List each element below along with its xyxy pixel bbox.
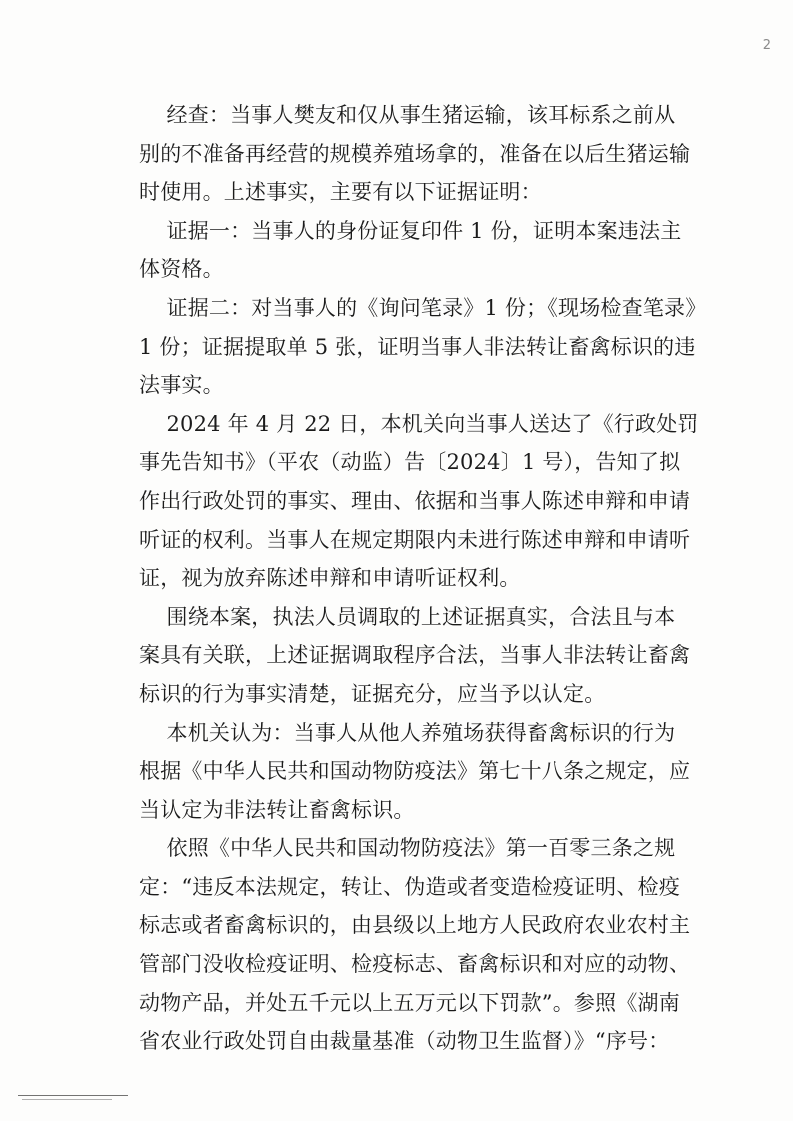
text-line: 事先告知书》（平农（动监）告〔2024〕1 号），告知了拟 — [139, 450, 681, 475]
text-line: 定：“违反本法规定，转让、伪造或者变造检疫证明、检疫 — [139, 874, 680, 899]
page-corner-mark: 2 — [762, 38, 771, 53]
text-line: 本机关认为：当事人从他人养殖场获得畜禽标识的行为 — [139, 720, 676, 745]
text-line: 省农业行政处罚自由裁量基准（动物卫生监督）》“序号： — [139, 1029, 670, 1054]
text-line: 法事实。 — [139, 373, 224, 398]
text-line: 案具有关联，上述证据调取程序合法，当事人非法转让畜禽 — [139, 643, 691, 668]
text-line: 依照《中华人民共和国动物防疫法》第一百零三条之规 — [139, 836, 676, 861]
text-line: 时使用。上述事实，主要有以下证据证明： — [139, 180, 542, 205]
text-line: 动物产品，并处五千元以上五万元以下罚款”。参照《湖南 — [139, 990, 680, 1015]
text-line: 证据一：当事人的身份证复印件 1 份，证明本案违法主 — [139, 218, 682, 243]
text-line: 证据二：对当事人的《询问笔录》1 份；《现场检查笔录》 — [139, 295, 707, 320]
bottom-scan-mark — [18, 1095, 128, 1096]
text-line: 围绕本案，执法人员调取的上述证据真实，合法且与本 — [139, 604, 676, 629]
text-line: 1 份；证据提取单 5 张，证明当事人非法转让畜禽标识的违 — [139, 334, 696, 359]
text-line: 作出行政处罚的事实、理由、依据和当事人陈述申辩和申请 — [139, 488, 691, 513]
text-line: 听证的权利。当事人在规定期限内未进行陈述申辩和申请听 — [139, 527, 691, 552]
document-body — [139, 96, 707, 1061]
text-line: 体资格。 — [139, 257, 224, 282]
text-line: 根据《中华人民共和国动物防疫法》第七十八条之规定，应 — [139, 759, 691, 784]
bottom-scan-mark-2 — [22, 1099, 112, 1100]
text-line: 标识的行为事实清楚，证据充分，应当予以认定。 — [139, 681, 606, 706]
text-line: 标志或者畜禽标识的，由县级以上地方人民政府农业农村主 — [139, 913, 691, 938]
text-line: 别的不准备再经营的规模养殖场拿的，准备在以后生猪运输 — [139, 141, 691, 166]
text-line: 当认定为非法转让畜禽标识。 — [139, 797, 415, 822]
text-line: 管部门没收检疫证明、检疫标志、畜禽标识和对应的动物、 — [139, 952, 691, 977]
text-line: 经查：当事人樊友和仅从事生猪运输，该耳标系之前从 — [139, 103, 676, 127]
text-line: 证，视为放弃陈述申辩和申请听证权利。 — [139, 566, 521, 591]
text-line: 2024 年 4 月 22 日，本机关向当事人送达了《行政处罚 — [139, 411, 699, 436]
